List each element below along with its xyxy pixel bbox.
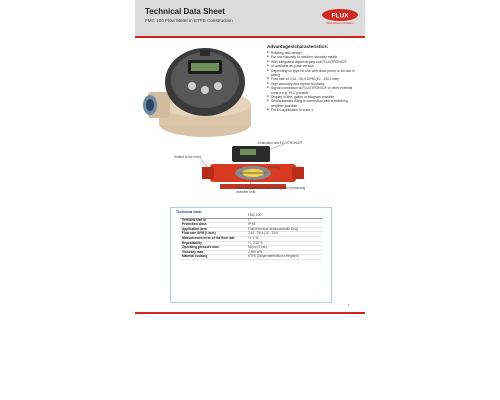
table-cell: Fuel/chemical/ semiautomatic Drug [246, 227, 322, 232]
table-cell: Versions size in [180, 218, 246, 223]
page-title: Technical Data Sheet [145, 7, 225, 16]
technical-data-label: Technical data: [176, 210, 202, 214]
table-cell: 2,64 - 26,4 (10 - 100) [246, 232, 322, 237]
table-cell: Viscosity max. [180, 250, 246, 255]
footer-red-rule [135, 312, 365, 314]
model-name: FMC 100 [246, 214, 322, 218]
advantage-item: ■ Display in litre, gallon or kilogram possible [267, 95, 361, 99]
advantage-item: ■ Flow rate of 2,64 - 26,4 GPM (10 - 100 L/min) [267, 77, 361, 81]
advantage-item: ■ For low-viscosity to medium-viscosity media [267, 55, 361, 59]
advantage-item: ■ Signal connection at FLUXTRONIC® or other external control e.g. PLC possible [267, 86, 361, 95]
table-cell: Operating pressure max. [180, 246, 246, 251]
table-row [180, 255, 322, 260]
advantage-item: ■ or available as pulse version [267, 64, 361, 68]
callout-measuring-chamber: Measuring chamber and rotating disc (measuring chamber unit) [236, 186, 306, 194]
table-cell: +/- 1 % [246, 236, 322, 241]
callout-evaluation-unit: Evaluation unit FLUXTRONIC® [258, 141, 303, 145]
callout-sealed: Sealed to the inner [174, 155, 201, 159]
table-cell: ETFE (Ethylenetetrafluoro-ethylene) [246, 255, 322, 260]
advantage-item: ■ Semiautomatic filling in connection with a switching amplifier possible [267, 99, 361, 108]
table-cell: Measurement error of the flow rate [180, 236, 246, 241]
table-cell: +/- 0,15 % [246, 241, 322, 246]
table-cell: 1" [246, 218, 322, 223]
advantage-item: ■ For Ex-application in zone 1 [267, 108, 361, 112]
advantage-item: ■ Depending on type for use with drum pump or for use in piping [267, 69, 361, 78]
logo-tagline: Work Ahead of Leaders [326, 22, 354, 25]
table-cell: Protection class [180, 223, 246, 228]
advantage-item: ■ With integrated digital display unit FLUXTRONIC® [267, 60, 361, 64]
table-cell: Repeatability [180, 241, 246, 246]
advantage-item: ■ Rotating disc design [267, 51, 361, 55]
table-cell: 58 psi (4 bar) [246, 246, 322, 251]
table-cell: Flow rate GPM (L/min) [180, 232, 246, 237]
logo-text: FLUX [331, 12, 349, 20]
table-cell: IP 55 [246, 223, 322, 228]
table-cell: 2,500 cPs [246, 250, 322, 255]
header-red-rule [135, 36, 365, 38]
table-cell: Material housing [180, 255, 246, 260]
page-number: 1 [348, 303, 350, 307]
callout-housing: Housing [268, 165, 280, 169]
flow-meter-photo [140, 42, 264, 142]
advantages-list [267, 51, 361, 113]
technical-data-table [180, 214, 322, 260]
advantage-item: ■ High accuracy and repeat accuracy [267, 82, 361, 86]
table-cell: Application area [180, 227, 246, 232]
advantages-heading: Advantages/characteristics: [267, 44, 329, 49]
page-subtitle: FMC 100 Flow Meter in ETFE Construction [145, 18, 233, 23]
flux-logo [320, 8, 360, 26]
